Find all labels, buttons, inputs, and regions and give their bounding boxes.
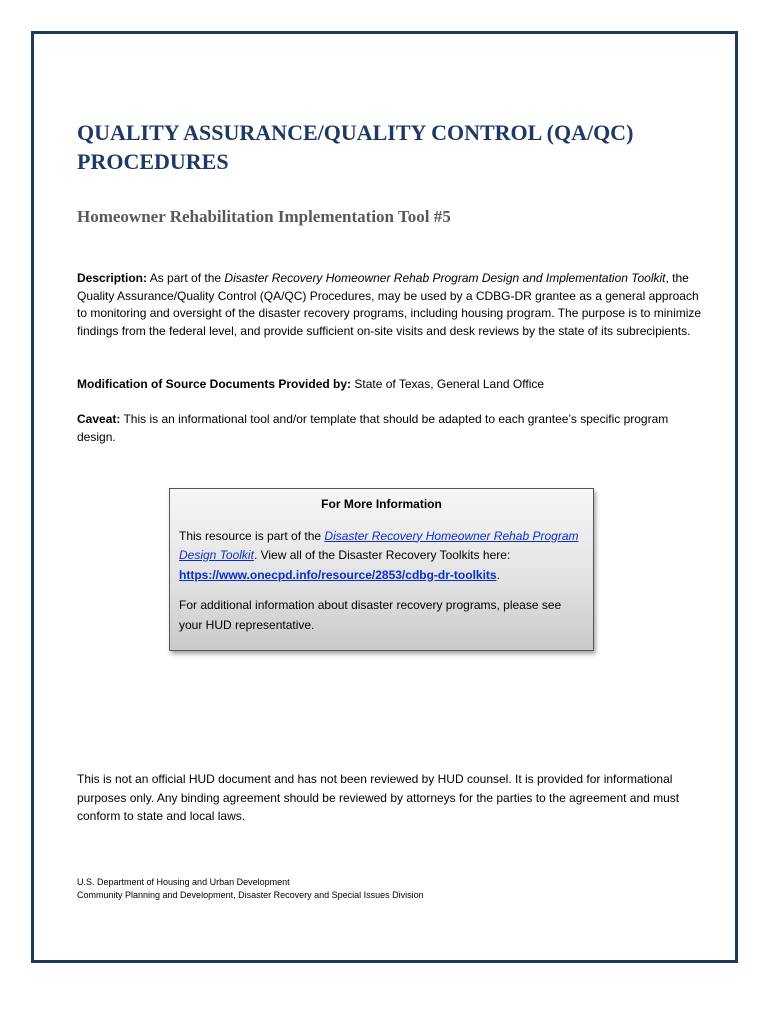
document-title: QUALITY ASSURANCE/QUALITY CONTROL (QA/QC) PROCEDURES (77, 120, 634, 174)
modification-value: State of Texas, General Land Office (351, 377, 545, 391)
toolkit-link[interactable]: Disaster Recovery Homeowner Rehab Program Design Toolkit (179, 528, 579, 562)
more-information-box (169, 488, 594, 651)
modification-label: Modification of Source Documents Provided by: (77, 377, 352, 391)
document-subtitle: Homeowner Rehabilitation Implementation Tool #5 (77, 207, 451, 226)
disclaimer-paragraph: This is not an official HUD document and has not been reviewed by HUD counsel. It is provided for informational purposes only. Any binding agreement should be reviewed by attorneys for the parties to the agreement and must conform to state and local laws. (77, 772, 680, 823)
description-lead: As part of the (147, 271, 225, 285)
description-label: Description: (77, 271, 148, 285)
caveat-paragraph (77, 411, 709, 446)
resource-end: . (496, 567, 500, 582)
footer-line-department: U.S. Department of Housing and Urban Development (77, 877, 290, 887)
modification-paragraph (77, 376, 709, 394)
footer (77, 876, 697, 902)
resource-lead: This resource is part of the (179, 528, 325, 543)
resource-mid: . View all of the Disaster Recovery Toolkits here: (253, 548, 511, 562)
caveat-value: This is an informational tool and/or template that should be adapted to each grantee’s specific program design. (77, 412, 669, 444)
info-box-heading: For More Information (321, 497, 442, 511)
description-body: , the Quality Assurance/Quality Control (QA/QC) Procedures, may be used by a CDBG-DR grantee as a general approach to monitoring and oversight of the disaster recovery programs, including housing program. The purpose is to minimize findings from the federal level, and provide sufficient on-site visits and desk reviews by the state of its subrecipients. (77, 271, 702, 338)
caveat-label: Caveat: (77, 412, 121, 426)
info-box-resource-text (179, 527, 584, 586)
footer-line-division: Community Planning and Development, Disaster Recovery and Special Issues Division (77, 890, 424, 900)
toolkits-url-link[interactable]: https://www.onecpd.info/resource/2853/cdbg-dr-toolkits (179, 567, 497, 582)
toolkit-name: Disaster Recovery Homeowner Rehab Program Design and Implementation Toolkit (224, 271, 666, 285)
info-box-additional-text: For additional information about disaster recovery programs, please see your HUD representative. (179, 598, 562, 632)
description-paragraph (77, 270, 709, 340)
